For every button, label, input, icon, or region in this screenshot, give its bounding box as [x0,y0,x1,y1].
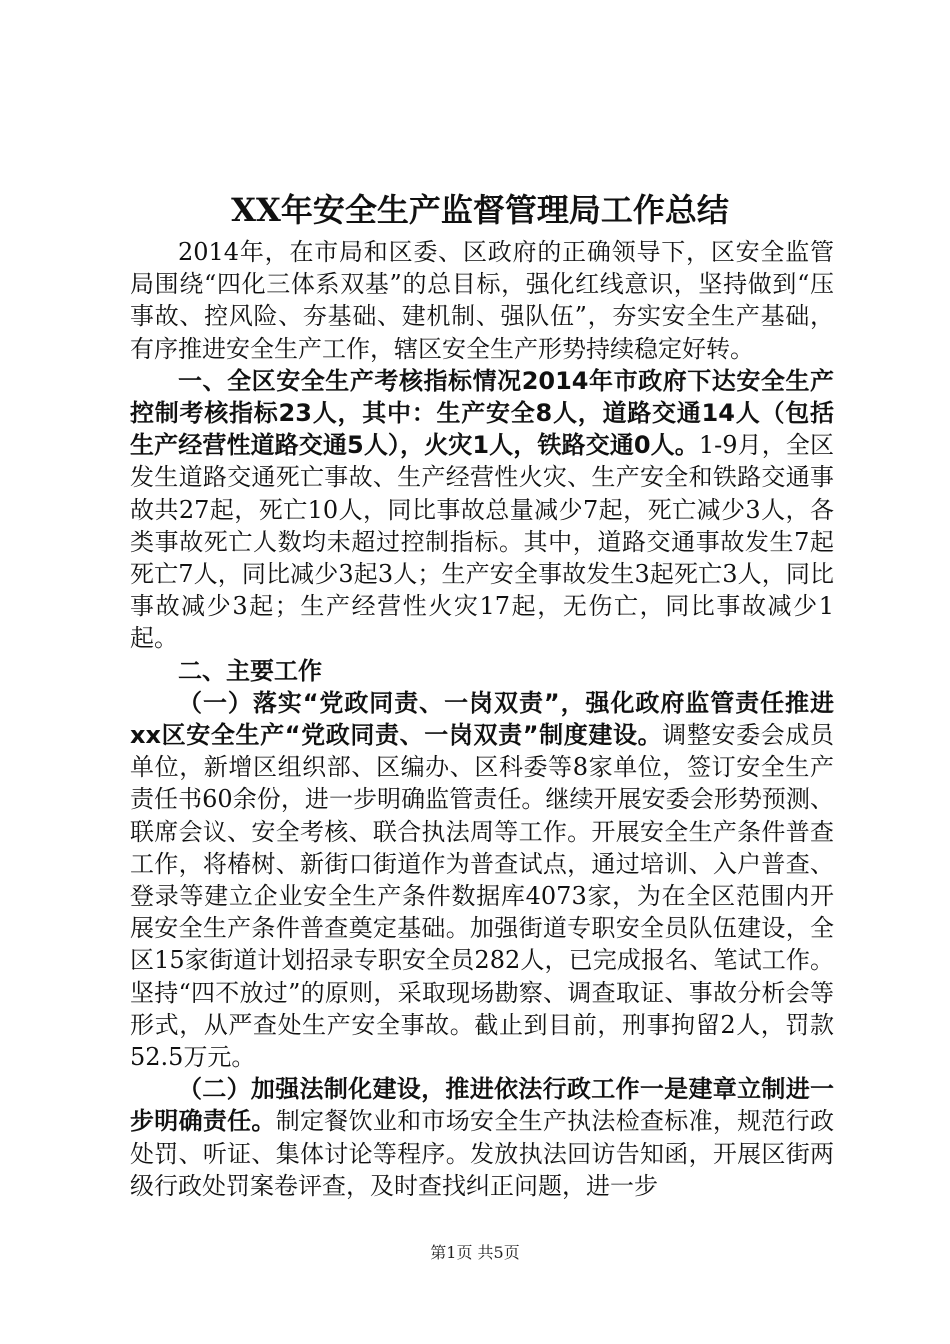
section-heading: 二、主要工作 [178,656,322,685]
section-heading: （二）加强法制化建设，推进依法行政工作一是建章立制进一步明确责任。 [130,1075,834,1136]
page-title: XX年安全生产监督管理局工作总结 [231,191,729,229]
page-footer: 第1页 共5页 [430,1243,520,1262]
paragraph-subsection-2 [130,1073,834,1202]
paragraph-section-2 [130,655,834,687]
section-heading: （一）落实“党政同责、一岗双责”，强化政府监管责任推进xx区安全生产“党政同责、一岗双责”制度建设。 [130,688,834,750]
section-heading: 一、全区安全生产考核指标情况2014年市政府下达安全生产控制考核指标23人，其中：生产安全8人，道路交通14人（包括生产经营性道路交通5人），火灾1人，铁路交通0人。 [130,366,834,460]
paragraph-subsection-1 [130,687,834,1073]
paragraph-text: 调整安委会成员单位，新增区组织部、区编办、区科委等8家单位，签订安全生产责任书60余份，进一步明确监管责任。继续开展安委会形势预测、联席会议、安全考核、联合执法周等工作。开展安全生产条件普查工作，将椿树、新街口街道作为普查试点，通过培训、入户普查、登录等建立企业安全生产条件数据库4073家，为在全区范围内开展安全生产条件普查奠定基础。加强街道专职安全员队伍建设，全区15家街道计划招录专职安全员282人，已完成报名、笔试工作。坚持“四不放过”的原则，采取现场勘察、调查取证、事故分析会等形式，从严查处生产安全事故。截止到目前，刑事拘留2人，罚款52.5万元。 [130,721,834,1072]
paragraph-section-1 [130,365,834,655]
paragraph-intro [130,236,834,365]
paragraph-text: 2014年，在市局和区委、区政府的正确领导下，区安全监管局围绕“四化三体系双基”的总目标，强化红线意识，坚持做到“压事故、控风险、夯基础、建机制、强队伍”，夯实安全生产基础，有序推进安全生产工作，辖区安全生产形势持续稳定好转。 [130,238,834,363]
document-body [130,236,834,1202]
paragraph-text: 制定餐饮业和市场安全生产执法检查标准，规范行政处罚、听证、集体讨论等程序。发放执法回访告知函，开展区街两级行政处罚案卷评查，及时查找纠正问题，进一步 [130,1107,835,1200]
paragraph-text: 1-9月，全区发生道路交通死亡事故、生产经营性火灾、生产安全和铁路交通事故共27起，死亡10人，同比事故总量减少7起，死亡减少3人，各类事故死亡人数均未超过控制指标。其中，道路交通事故发生7起死亡7人，同比减少3起3人；生产安全事故发生3起死亡3人，同比事故减少3起；生产经营性火灾17起，无伤亡，同比事故减少1起。 [130,431,834,653]
